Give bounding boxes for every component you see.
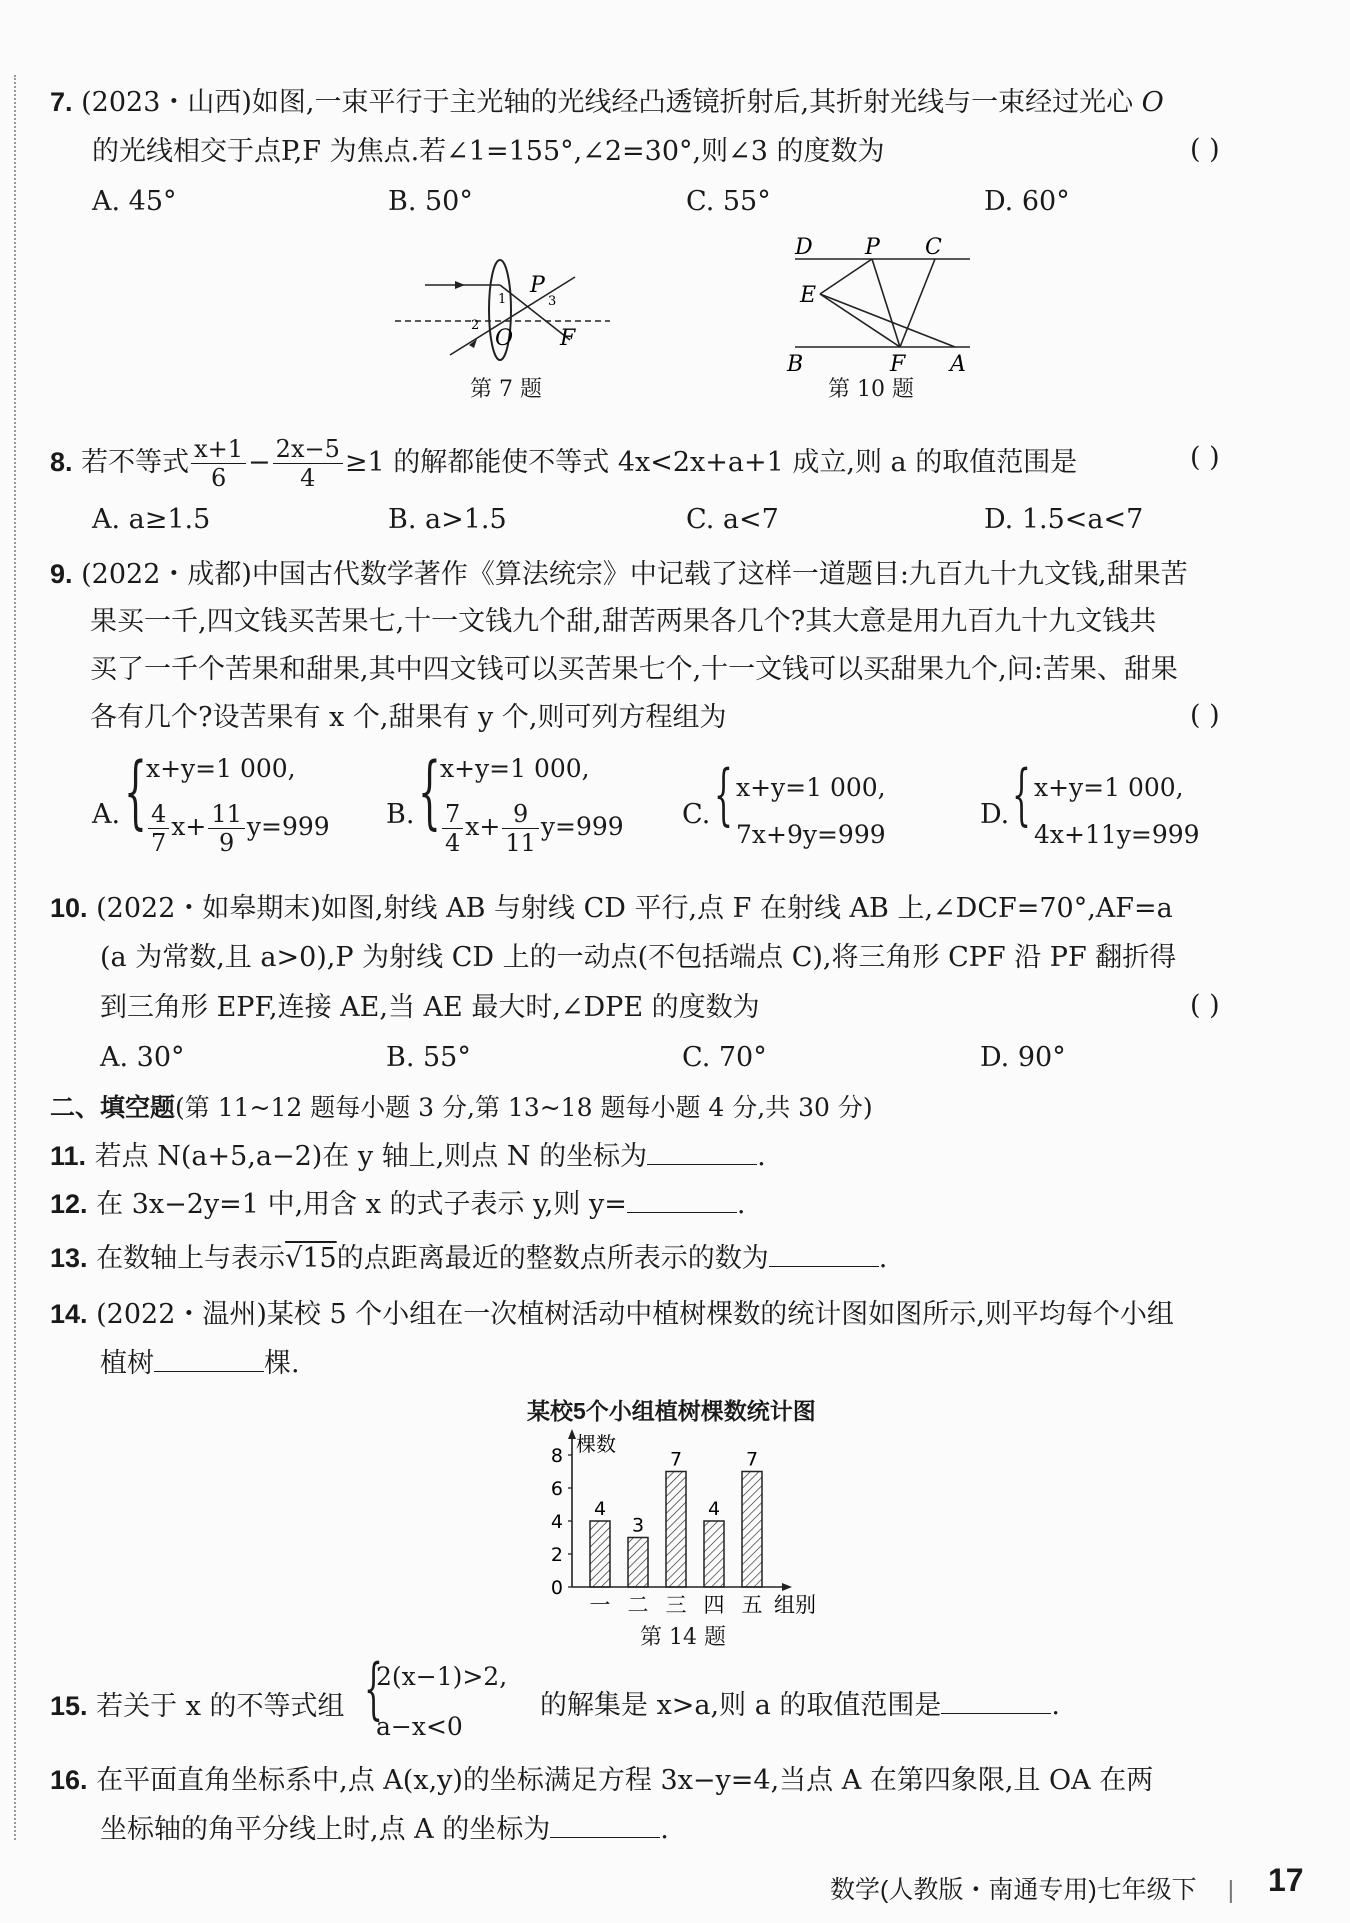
bar-value-label: 7 [669,1448,683,1471]
bar [742,1472,762,1588]
question-text: 在 3x−2y=1 中,用含 x 的式子表示 y,则 y= [96,1189,627,1220]
label-d: D [795,235,813,260]
bar-value-label: 3 [631,1514,645,1537]
option-c-eq2: 7x+9y=999 [736,820,886,849]
system-brace: { [1012,756,1031,833]
system-brace: { [124,745,147,838]
option-d: D. 90° [980,1042,1066,1073]
bar [590,1521,610,1587]
category-label: 三 [665,1593,687,1617]
answer-blank[interactable] [154,1349,264,1372]
sqrt-expression: √15 [285,1243,337,1274]
answer-parentheses: ( ) [1190,990,1220,1021]
answer-blank[interactable] [550,1815,660,1838]
label-b: B [787,352,804,373]
answer-blank[interactable] [941,1691,1051,1714]
figure-7-caption: 第 7 题 [470,377,542,402]
y-tick-label: 2 [550,1544,563,1566]
answer-blank[interactable] [769,1244,879,1267]
y-axis-arrow [568,1429,576,1439]
question-text: 的解集是 x>a,则 a 的取值范围是 [540,1690,942,1721]
question-text: 若不等式 [81,447,190,478]
option-d: D. 1.5<a<7 [984,504,1144,535]
inequality-2: a−x<0 [376,1712,463,1741]
label-c: C [925,235,942,260]
question-16-line-1 [50,1762,1153,1799]
answer-blank[interactable] [647,1142,757,1165]
angle-1-label: 1 [498,292,507,307]
system-brace: { [364,1650,383,1727]
option-b-eq1: x+y=1 000, [440,754,590,783]
option-b: B. a>1.5 [388,504,507,535]
answer-parentheses: ( ) [1190,442,1220,473]
question-number: 15. [50,1691,88,1721]
question-number: 7. [50,87,73,117]
question-text: ≥1 的解都能使不等式 4x<2x+a+1 成立,则 a 的取值范围是 [344,447,1078,478]
question-text: 在数轴上与表示 [96,1243,286,1274]
category-label: 一 [589,1593,611,1617]
bar-value-label: 4 [593,1498,607,1520]
label-a: A [950,352,966,373]
option-a-eq2: $\frac{4}{7}$ x+ $\frac{11}{9}$ y=999 [146,800,330,857]
book-title: 数学(人教版・南通专用)七年级下 [830,1876,1197,1904]
label-f: F [560,326,576,351]
option-c: C. a<7 [686,504,779,535]
page-footer [830,1870,1234,1906]
label-f: F [890,352,906,373]
question-13-line: 13. 在数轴上与表示√15的点距离最近的整数点所表示的数为 . [50,1243,888,1274]
option-d-label: D. [980,799,1010,830]
option-b-label: B. [386,799,415,830]
bar-value-label: 4 [707,1498,721,1520]
question-16-line-2: 坐标轴的角平分线上时,点 A 的坐标为 . [100,1814,669,1845]
option-a-eq1: x+y=1 000, [146,754,296,783]
question-10-line-2: (a 为常数,且 a>0),P 为射线 CD 上的一动点(不包括端点 C),将三角形 CPF 沿 PF 翻折得 [100,942,1177,973]
page-number: 17 [1268,1862,1304,1898]
label-p: P [530,273,545,298]
fraction-1: $\frac{x+1}{6}$ [191,435,246,492]
question-number: 14. [50,1299,88,1329]
footer-separator: | [1227,1876,1235,1904]
section-title: 二、填空题 [50,1094,176,1122]
option-d-eq1: x+y=1 000, [1034,773,1184,802]
question-number: 10. [50,893,88,923]
binding-margin-line [14,75,16,1840]
angle-2-label: 2 [471,318,480,333]
y-axis-label: 棵数 [576,1432,616,1456]
figure-7-lens-diagram [395,255,615,365]
question-15-line-end: 的解集是 x>a,则 a 的取值范围是 . [540,1690,1060,1721]
option-d-eq2: 4x+11y=999 [1034,820,1200,849]
y-tick-label: 8 [550,1445,563,1467]
system-brace: { [418,745,441,838]
system-brace: { [714,756,733,833]
figure-10-caption: 第 10 题 [828,377,914,402]
question-text: 若点 N(a+5,a−2)在 y 轴上,则点 N 的坐标为 [94,1141,648,1172]
option-a: A. 45° [92,186,177,217]
figure-10-ray-diagram [775,228,990,373]
answer-parentheses: ( ) [1190,700,1220,731]
question-9-line-1 [50,556,1188,593]
option-c: C. 55° [686,186,771,217]
label-e: E [800,283,817,308]
question-10-line-3: 到三角形 EPF,连接 AE,当 AE 最大时,∠DPE 的度数为 [100,992,760,1023]
question-14-line-2: 植树 棵. [100,1348,300,1379]
category-label: 四 [703,1593,725,1617]
option-a: A. 30° [100,1042,185,1073]
option-b-eq2: $\frac{7}{4}$ x+ $\frac{9}{11}$ y=999 [440,800,624,857]
bar [666,1472,686,1588]
question-number: 12. [50,1189,88,1219]
question-number: 11. [50,1141,87,1171]
minus-sign: − [248,447,271,478]
question-text: 若关于 x 的不等式组 [96,1691,345,1722]
question-text: (2022・如皋期末)如图,射线 AB 与射线 CD 平行,点 F 在射线 AB 上,∠DCF=70°,AF=a [96,893,1173,924]
bar-value-label: 7 [745,1448,759,1471]
bar [628,1538,648,1588]
figure-14-caption: 第 14 题 [640,1625,726,1650]
question-text: 的点距离最近的整数点所表示的数为 [336,1243,769,1274]
question-text-var: O [1141,87,1164,118]
label-o: O [495,326,514,351]
category-label: 二 [627,1593,649,1617]
question-text: (2022・温州)某校 5 个小组在一次植树活动中植树棵数的统计图如图所示,则平均每个小组 [96,1299,1174,1330]
question-number: 8. [50,447,73,477]
x-axis-label: 组别 [774,1593,816,1617]
section-header [50,1090,873,1126]
x-axis-arrow [782,1583,792,1591]
option-c: C. 70° [682,1042,767,1073]
question-number: 16. [50,1765,88,1795]
bar-chart [530,1420,840,1635]
question-number: 13. [50,1243,88,1273]
section-description: (第 11~12 题每小题 3 分,第 13~18 题每小题 4 分,共 30 分) [175,1093,873,1122]
label-p: P [865,235,880,260]
question-10-line-1 [50,890,1173,927]
question-number: 9. [50,559,73,589]
bar [704,1521,724,1587]
question-9-line-4: 各有几个?设苦果有 x 个,甜果有 y 个,则可列方程组为 [90,702,727,733]
option-b: B. 50° [388,186,473,217]
y-tick-label: 4 [550,1511,563,1533]
question-text: (2023・山西)如图,一束平行于主光轴的光线经凸透镜折射后,其折射光线与一束经过光心 [81,87,1134,118]
option-c-eq1: x+y=1 000, [736,773,886,802]
question-text: 在平面直角坐标系中,点 A(x,y)的坐标满足方程 3x−y=4,当点 A 在第四象限,且 OA 在两 [96,1765,1154,1796]
question-12-line: 12. 在 3x−2y=1 中,用含 x 的式子表示 y,则 y= . [50,1189,746,1220]
question-7-line-2: 的光线相交于点P,F 为焦点.若∠1=155°,∠2=30°,则∠3 的度数为 [92,136,885,167]
question-text: (2022・成都)中国古代数学著作《算法统宗》中记载了这样一道题目:九百九十九文钱,甜果苦 [81,559,1188,590]
question-8-line [50,432,1077,493]
fraction-2: $\frac{2x-5}{4}$ [273,435,343,492]
question-15-line [50,1688,345,1725]
answer-blank[interactable] [627,1190,737,1213]
inequality-1: 2(x−1)>2, [376,1662,508,1691]
chart-title: 某校5个小组植树棵数统计图 [527,1398,816,1424]
question-14-line-1 [50,1296,1174,1333]
question-9-line-2: 果买一千,四文钱买苦果七,十一文钱九个甜,甜苦两果各几个?其大意是用九百九十九文钱共 [90,606,1157,637]
option-a-label: A. [92,799,121,830]
option-b: B. 55° [386,1042,471,1073]
option-d: D. 60° [984,186,1070,217]
option-a: A. a≥1.5 [92,504,211,535]
y-tick-label: 6 [550,1478,563,1500]
question-9-line-3: 买了一千个苦果和甜果,其中四文钱可以买苦果七个,十一文钱可以买甜果九个,问:苦果、甜果 [90,654,1178,685]
question-7-line-1 [50,84,1164,121]
answer-parentheses: ( ) [1190,134,1220,165]
y-tick-label: 0 [550,1577,563,1599]
question-11-line: 11. 若点 N(a+5,a−2)在 y 轴上,则点 N 的坐标为 . [50,1141,766,1172]
category-label: 五 [741,1593,763,1617]
option-c-label: C. [682,799,711,830]
angle-3-label: 3 [548,294,557,309]
